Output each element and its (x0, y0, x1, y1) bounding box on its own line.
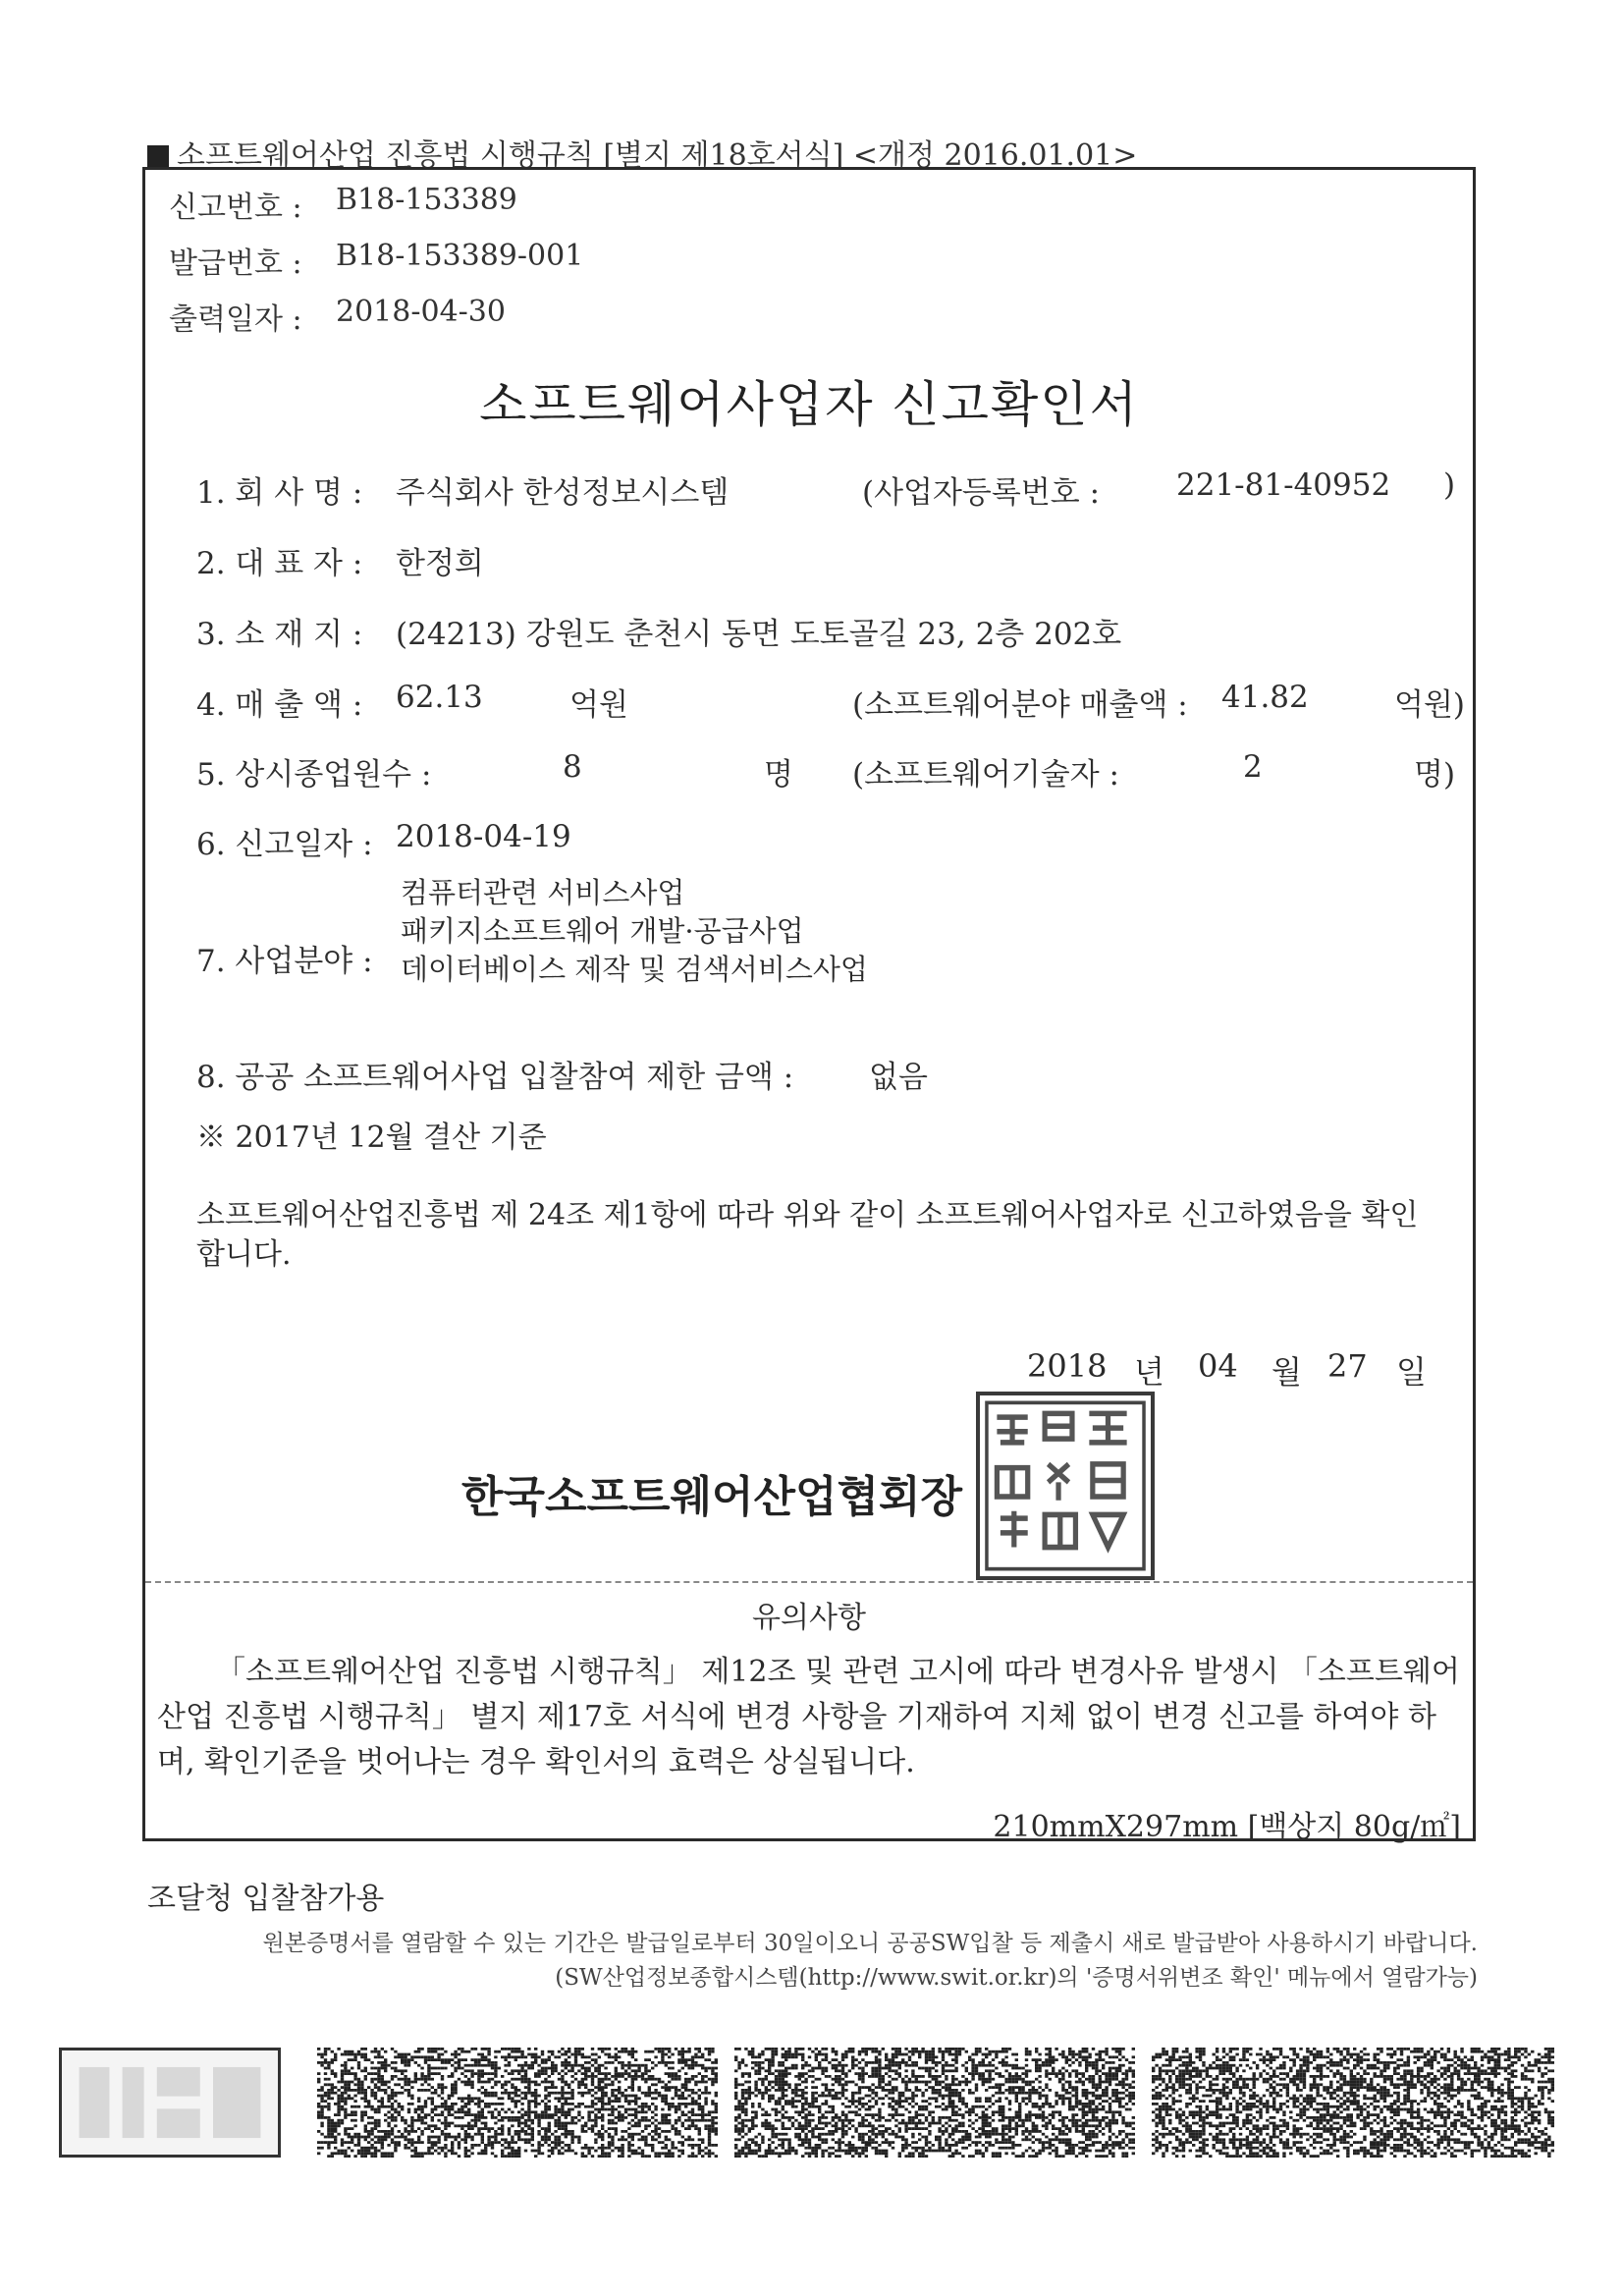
meta-issue-no (169, 239, 584, 282)
ceo-name: 한정희 (396, 546, 484, 581)
sales-unit: 억원 (569, 687, 628, 723)
issue-date-year: 2018 (1027, 1347, 1108, 1385)
business-reg-no: 221-81-40952 (1176, 467, 1391, 503)
section-divider (145, 1581, 1473, 1583)
footer-validity-notice: 원본증명서를 열람할 수 있는 기간은 발급일로부터 30일이오니 공공SW입찰 등 제출시 새로 발급받아 사용하시기 바랍니다. (262, 1931, 1478, 1956)
meta-value: B18-153389 (336, 183, 517, 217)
square-bullet-icon (147, 145, 169, 167)
caution-title: 유의사항 (752, 1601, 866, 1635)
address-label: 3. 소 재 지 : (196, 617, 363, 652)
business-field-label: 7. 사업분야 : (196, 944, 373, 979)
sw-sales-value: 41.82 (1221, 680, 1309, 715)
employees-unit: 명 (764, 757, 793, 793)
meta-report-no (169, 183, 517, 226)
issuer-name: 한국소프트웨어산업협회장 (461, 1472, 963, 1522)
bid-limit-value: 없음 (869, 1060, 928, 1095)
confirmation-statement: 소프트웨어산업진흥법 제 24조 제1항에 따라 위와 같이 소프트웨어사업자로 신고하였음을 확인합니다. (196, 1198, 1419, 1272)
business-field-item: 컴퓨터관련 서비스사업 (401, 876, 685, 909)
meta-print-date (169, 295, 506, 338)
employees-value: 8 (563, 749, 582, 785)
verification-code-small (59, 2048, 281, 2158)
meta-label: 신고번호 : (169, 191, 302, 225)
business-reg-label: (사업자등록번호 : (862, 475, 1101, 511)
employees-label: 5. 상시종업원수 : (196, 757, 432, 793)
verification-barcode-1 (317, 2048, 718, 2158)
issue-date-month-unit: 월 (1271, 1353, 1302, 1391)
report-date-label: 6. 신고일자 : (196, 827, 373, 862)
business-field-item: 패키지소프트웨어 개발·공급사업 (401, 914, 804, 948)
meta-value: B18-153389-001 (336, 239, 584, 273)
ceo-label: 2. 대 표 자 : (196, 546, 363, 581)
paper-spec: 210mmX297mm [백상지 80g/㎡] (993, 1810, 1461, 1844)
business-field-list (401, 874, 868, 989)
issue-date-year-unit: 년 (1134, 1353, 1164, 1391)
meta-value: 2018-04-30 (336, 295, 506, 329)
settlement-note: ※ 2017년 12월 결산 기준 (196, 1121, 547, 1155)
bid-limit-label: 8. 공공 소프트웨어사업 입찰참여 제한 금액 : (196, 1060, 794, 1095)
sales-label: 4. 매 출 액 : (196, 687, 363, 723)
official-seal-stamp (976, 1392, 1155, 1580)
sw-tech-unit: 명) (1414, 757, 1456, 793)
issue-date-month: 04 (1198, 1347, 1238, 1385)
report-date-value: 2018-04-19 (396, 819, 571, 854)
company-label: 1. 회 사 명 : (196, 475, 363, 511)
sw-sales-label: (소프트웨어분야 매출액 : (852, 687, 1188, 723)
verification-barcode-3 (1152, 2048, 1554, 2158)
meta-label: 발급번호 : (169, 246, 302, 281)
meta-label: 출력일자 : (169, 302, 302, 337)
form-header-text: 소프트웨어산업 진흥법 시행규칙 [별지 제18호서식] <개정 2016.01.01> (177, 138, 1138, 173)
document-title: 소프트웨어사업자 신고확인서 (479, 376, 1139, 433)
sw-sales-unit: 억원) (1394, 687, 1465, 723)
issue-date-day-unit: 일 (1396, 1353, 1427, 1391)
sw-tech-value: 2 (1243, 749, 1263, 785)
business-reg-close: ) (1443, 467, 1456, 503)
verification-barcode-2 (734, 2048, 1135, 2158)
footer-verify-notice: (SW산업정보종합시스템(http://www.swit.or.kr)의 '증명서위변조 확인' 메뉴에서 열람가능) (555, 1965, 1478, 1991)
address-value: (24213) 강원도 춘천시 동면 도토골길 23, 2층 202호 (396, 617, 1122, 652)
business-field-item: 데이터베이스 제작 및 검색서비스사업 (401, 953, 868, 986)
footer-usage: 조달청 입찰참가용 (147, 1882, 385, 1916)
caution-body: 「소프트웨어산업 진흥법 시행규칙」 제12조 및 관련 고시에 따라 변경사유 발생시 「소프트웨어산업 진흥법 시행규칙」 별지 제17호 서식에 변경 사항을 기재하여 지체 없이 변경 신고를 하여야 하며, 확인기준을 벗어나는 경우 확인서의 효력은 상실됩니다. (157, 1655, 1460, 1779)
sales-value: 62.13 (396, 680, 483, 715)
issue-date-day: 27 (1327, 1347, 1368, 1385)
company-name: 주식회사 한성정보시스템 (396, 475, 730, 511)
sw-tech-label: (소프트웨어기술자 : (852, 757, 1119, 793)
